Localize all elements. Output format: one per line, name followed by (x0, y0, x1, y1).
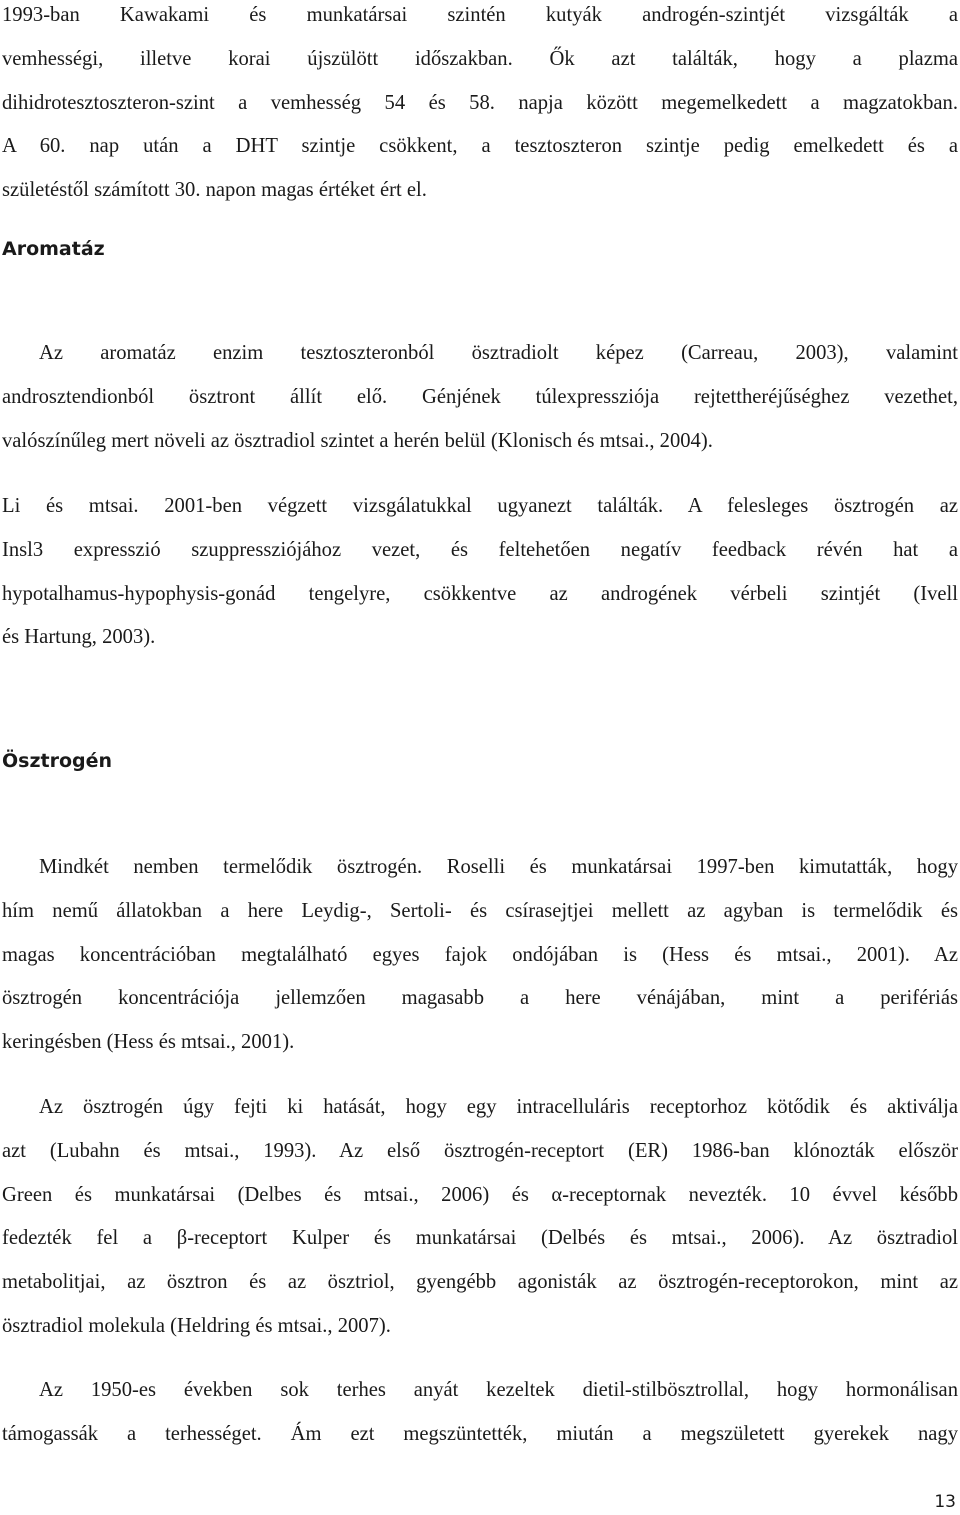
text-line: Insl3 expresszió szuppressziójához vezet, és feltehetően negatív feedback révén hat a (2, 538, 958, 561)
text-line: magas koncentrációban megtalálható egyes fajok ondójában is (Hess és mtsai., 2001). Az (2, 943, 958, 966)
text-line: születéstől számított 30. napon magas értéket ért el. (2, 179, 427, 202)
text-line: és Hartung, 2003). (2, 626, 156, 649)
section-heading-aromataz: Aromatáz (2, 238, 105, 260)
paragraph-dog-androgen (2, 0, 958, 213)
text-line: 1993-ban Kawakami és munkatársai szintén kutyák androgén-szintjét vizsgálták a (2, 4, 958, 26)
text-line: valószínűleg mert növeli az ösztradiol szintet a herén belül (Klonisch és mtsai., 2004). (2, 429, 713, 452)
text-line: Green és munkatársai (Delbes és mtsai., 2006) és α-receptornak nevezték. 10 évvel később (2, 1183, 958, 1206)
section-heading-osztrogen: Ösztrogén (2, 750, 113, 772)
paragraph-estrogen-production (2, 846, 958, 1065)
paragraph-li-study (2, 485, 958, 660)
paragraph-aromataz (2, 332, 958, 463)
text-line: androsztendionból ösztront állít elő. Génjének túlexpressziója rejtettheréjűséghez vezethet, (2, 385, 958, 408)
text-line: metabolitjai, az ösztron és az ösztriol, gyengébb agonisták az ösztrogén-receptorokon, mint az (2, 1271, 958, 1294)
text-line: A 60. nap után a DHT szintje csökkent, a tesztoszteron szintje pedig emelkedett és a (2, 135, 958, 158)
text-line: Mindkét nemben termelődik ösztrogén. Roselli és munkatársai 1997-ben kimutatták, hogy (39, 856, 958, 878)
text-line: azt (Lubahn és mtsai., 1993). Az első ösztrogén-receptort (ER) 1986-ban klónozták először (2, 1139, 958, 1162)
text-line: keringésben (Hess és mtsai., 2001). (2, 1031, 295, 1054)
paragraph-des-history (2, 1369, 958, 1457)
text-line: támogassák a terhességet. Ám ezt megszüntették, miután a megszületett gyerekek nagy (2, 1422, 958, 1445)
paragraph-estrogen-receptor (2, 1086, 958, 1349)
text-line: dihidrotesztoszteron-szint a vemhesség 54 és 58. napja között megemelkedett a magzatokban. (2, 91, 958, 114)
text-line: ösztradiol molekula (Heldring és mtsai., 2007). (2, 1314, 391, 1337)
text-line: Az 1950-es években sok terhes anyát kezeltek dietil-stilbösztrollal, hogy hormonálisan (39, 1379, 958, 1401)
page-number: 13 (934, 1492, 956, 1512)
text-line: Az aromatáz enzim tesztoszteronból ösztradiolt képez (Carreau, 2003), valamint (39, 342, 958, 364)
text-line: hypotalhamus-hypophysis-gonád tengelyre, csökkentve az androgének vérbeli szintjét (Ivell (2, 582, 958, 605)
text-line: vemhességi, illetve korai újszülött időszakban. Ők azt találták, hogy a plazma (2, 47, 958, 70)
text-line: Li és mtsai. 2001-ben végzett vizsgálatukkal ugyanezt találták. A felesleges ösztrogén az (2, 495, 958, 517)
text-line: hím nemű állatokban a here Leydig-, Sertoli- és csírasejtjei mellett az agyban is termelődik és (2, 899, 958, 922)
text-line: ösztrogén koncentrációja jellemzően magasabb a here vénájában, mint a perifériás (2, 987, 958, 1010)
text-line: Az ösztrogén úgy fejti ki hatását, hogy egy intracelluláris receptorhoz kötődik és aktiválja (39, 1096, 958, 1118)
text-line: fedezték fel a β-receptort Kulper és munkatársai (Delbés és mtsai., 2006). Az ösztradiol (2, 1227, 958, 1250)
